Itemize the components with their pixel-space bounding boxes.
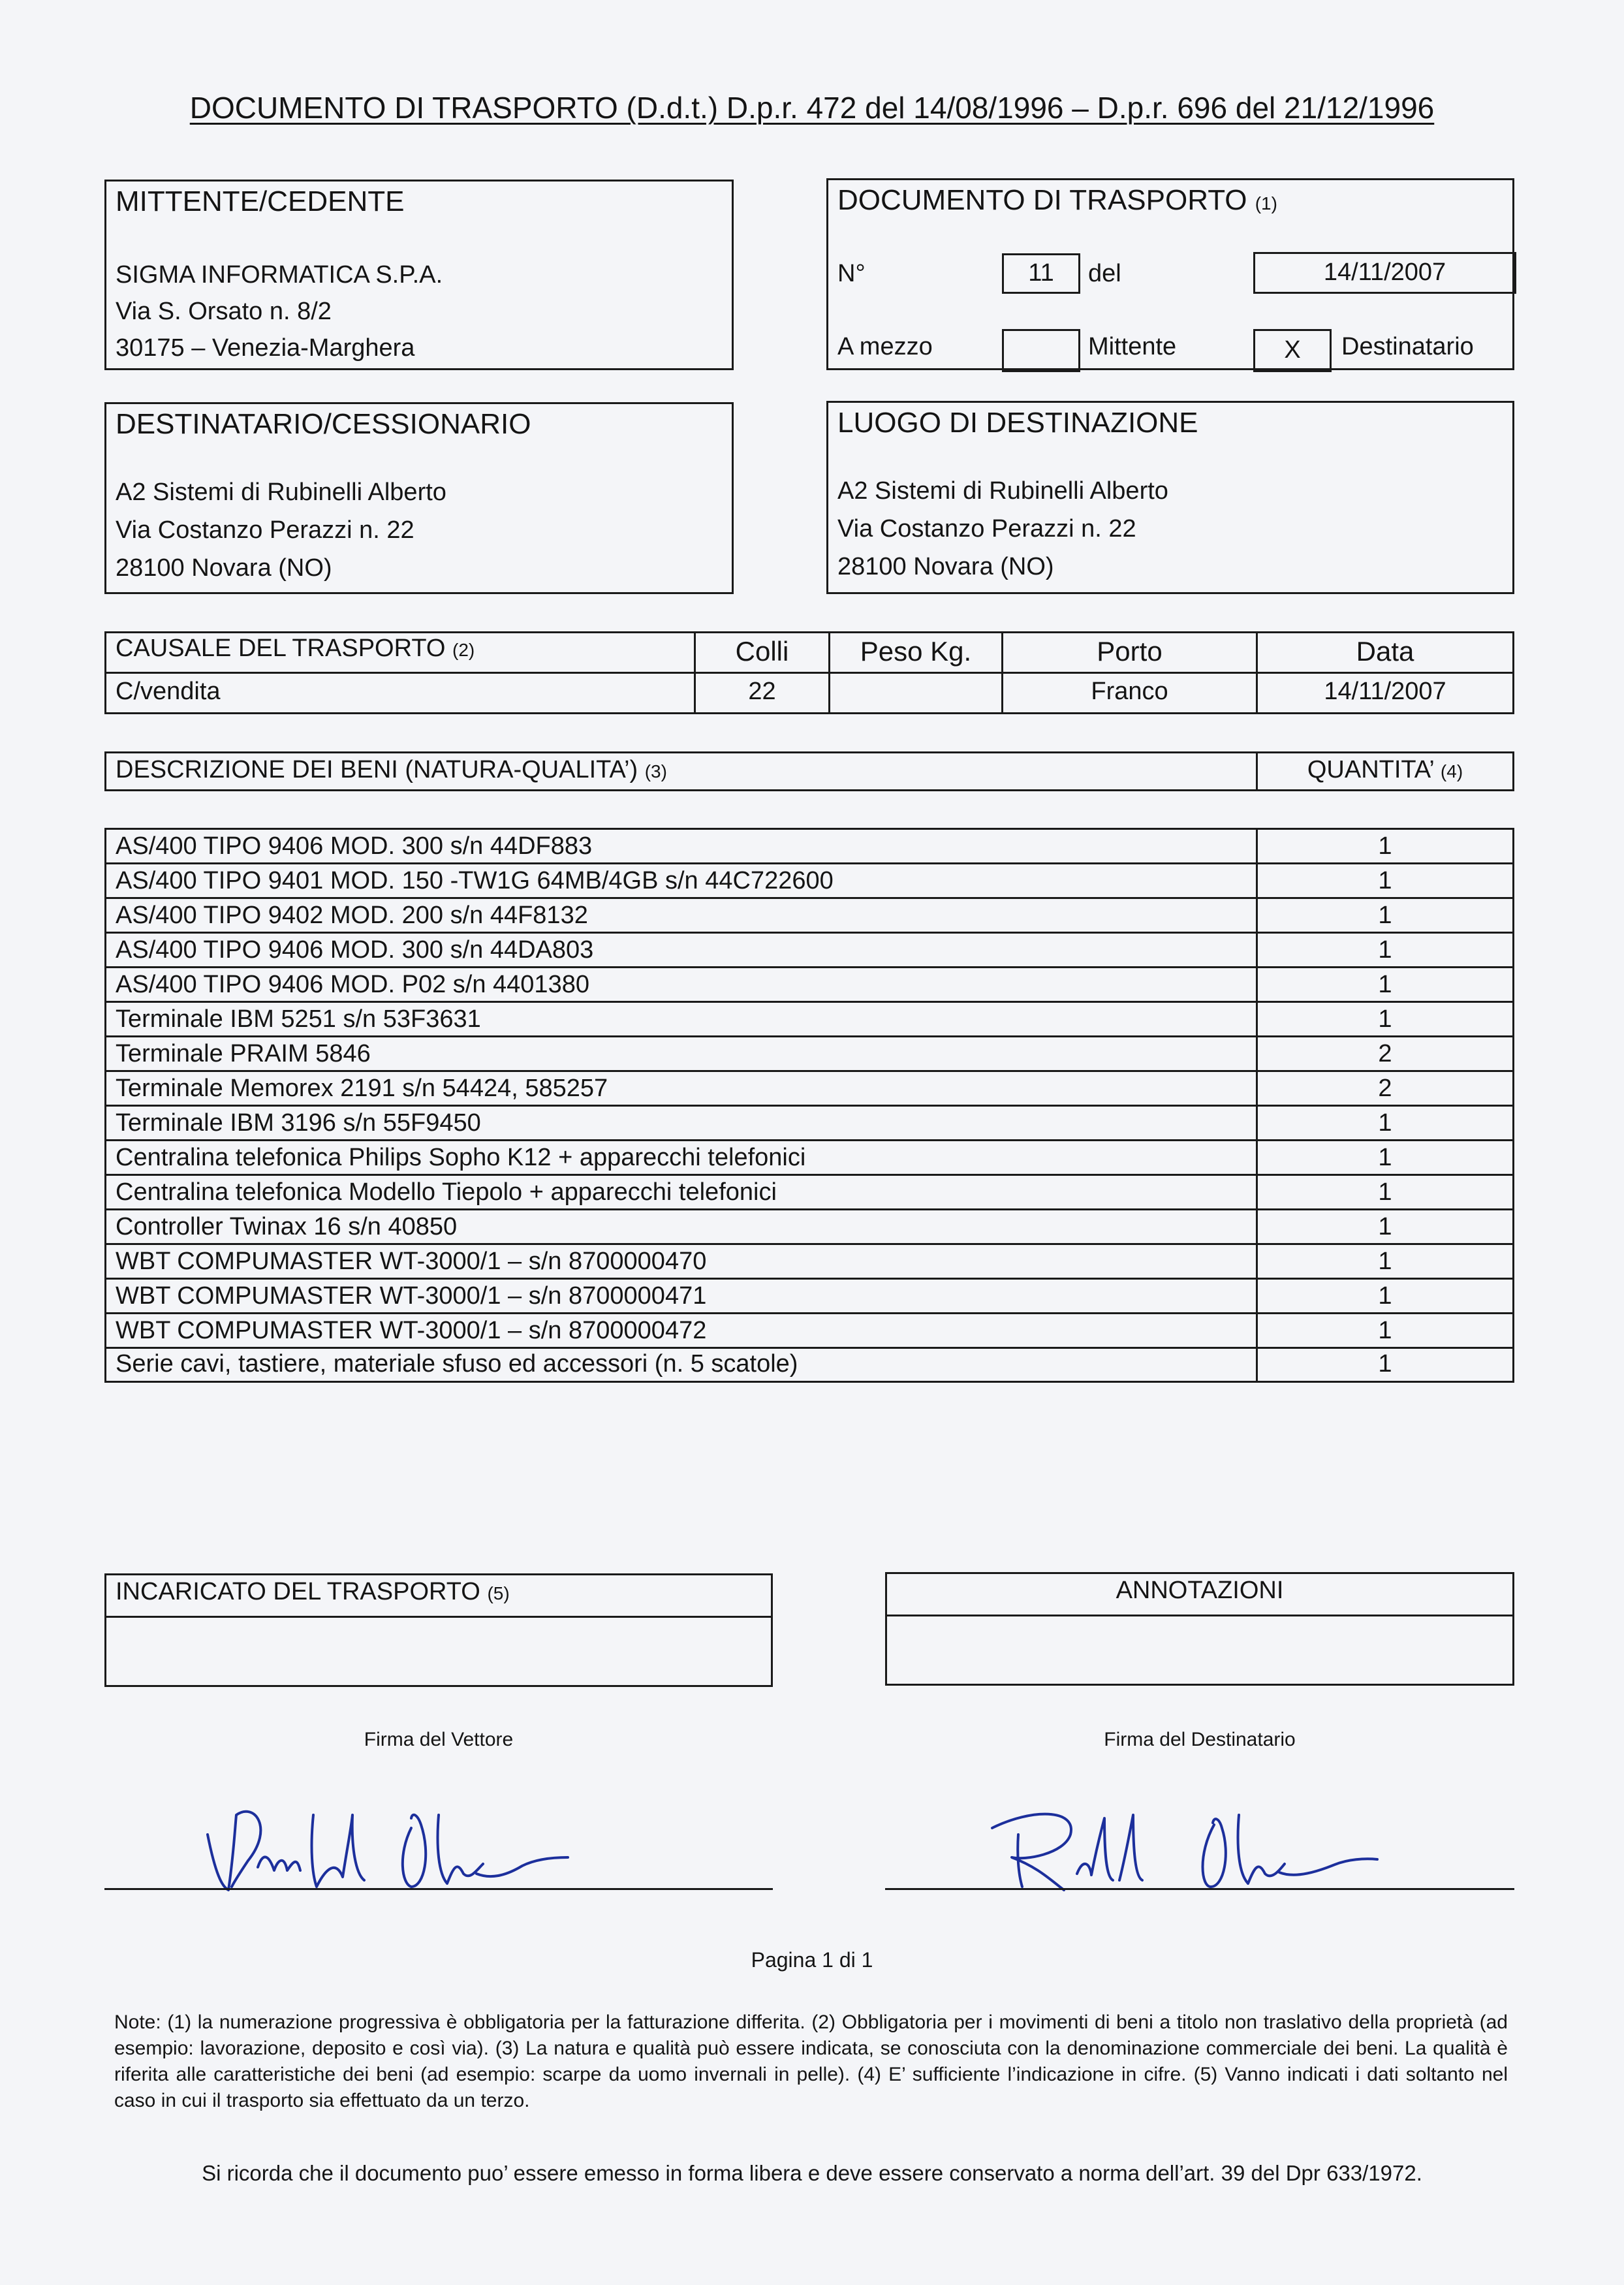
goods-row [106,1176,1512,1210]
goods-row [106,830,1512,864]
data-header: Data [1356,636,1414,667]
goods-row [106,1314,1512,1349]
goods-row [106,864,1512,899]
sender-line-1: SIGMA INFORMATICA S.P.A. [116,261,443,289]
page-number: Pagina 1 di 1 [751,1948,873,1972]
goods-row-desc: WBT COMPUMASTER WT-3000/1 – s/n 8700000472 [116,1317,707,1344]
goods-row [106,1280,1512,1314]
carrier-heading-text: INCARICATO DEL TRASPORTO [116,1578,480,1605]
carrier-signature-label: Firma del Vettore [364,1729,514,1750]
date-value: 14/11/2007 [1323,259,1446,286]
transport-doc-box [826,178,1514,370]
document-title: DOCUMENTO DI TRASPORTO (D.d.t.) D.p.r. 472 del 14/08/1996 – D.p.r. 696 del 21/12/1996 [189,91,1435,125]
goods-row-qty: 1 [1378,1178,1392,1206]
goods-row-qty: 1 [1378,1005,1392,1033]
goods-row-qty: 1 [1378,832,1392,860]
goods-qty-header-text: QUANTITA’ [1307,756,1434,783]
destination-line-3: 28100 Novara (NO) [837,553,1054,580]
goods-desc-header-text: DESCRIZIONE DEI BENI (NATURA-QUALITA’) [116,756,638,783]
destinatario-checkbox [1253,329,1332,372]
goods-qty-header-note: (4) [1440,761,1463,781]
recipient-line-2: Via Costanzo Perazzi n. 22 [116,516,414,544]
destinatario-mark: X [1284,336,1301,364]
causale-header [116,635,475,663]
footnote: Note: (1) la numerazione progressiva è obbligatoria per la fatturazione differita. (2) Obbligatoria per i movimenti di beni a titolo non traslativo della proprietà (ad esempio: lavorazione, deposito e così via). (3) La natura e qualità può essere indicata, se conosciuta con la denominazione commerciale dei beni. La qualità è riferita alle caratteristiche dei beni (ad esempio: scarpe da uomo invernali in pelle). (4) E’ sufficiente l’indicazione in cifre. (5) Vanno indicati i dati soltanto nel caso in cui il trasporto sia effettuato da un terzo. [114,2011,1508,2111]
goods-row-qty: 2 [1378,1040,1392,1067]
carrier-signature-line [104,1888,773,1890]
carrier-heading-note: (5) [487,1583,510,1603]
colli-value: 22 [748,678,776,705]
number-value: 11 [1028,259,1054,287]
mittente-checkbox [1002,329,1080,372]
goods-row-desc: Terminale IBM 3196 s/n 55F9450 [116,1109,481,1137]
goods-row-qty: 1 [1378,902,1392,929]
recipient-signature-label: Firma del Destinatario [1104,1729,1296,1750]
recipient-line-1: A2 Sistemi di Rubinelli Alberto [116,479,446,506]
peso-header: Peso Kg. [860,636,972,667]
goods-row-qty: 1 [1378,1282,1392,1310]
colli-header: Colli [735,636,789,667]
transport-table [104,631,1514,714]
goods-row-qty: 2 [1378,1075,1392,1102]
goods-row-desc: AS/400 TIPO 9401 MOD. 150 -TW1G 64MB/4GB s/n 44C722600 [116,867,834,894]
goods-row-desc: AS/400 TIPO 9406 MOD. P02 s/n 4401380 [116,971,589,998]
goods-row-qty: 1 [1378,1213,1392,1240]
goods-row [106,1037,1512,1072]
causale-value: C/vendita [116,678,221,705]
goods-row-qty: 1 [1378,1317,1392,1344]
date-field [1253,252,1516,294]
goods-row-desc: AS/400 TIPO 9406 MOD. 300 s/n 44DA803 [116,936,594,964]
goods-row-desc: Centralina telefonica Philips Sopho K12 + apparecchi telefonici [116,1144,806,1171]
goods-row-desc: Serie cavi, tastiere, materiale sfuso ed accessori (n. 5 scatole) [116,1350,798,1378]
goods-row-qty: 1 [1378,936,1392,964]
goods-row [106,899,1512,934]
goods-desc-header [116,756,667,784]
goods-row [106,968,1512,1003]
goods-row [106,1349,1512,1381]
causale-header-note: (2) [452,640,475,660]
goods-row-desc: WBT COMPUMASTER WT-3000/1 – s/n 8700000471 [116,1282,707,1310]
means-label: A mezzo [837,333,933,360]
goods-row-desc: WBT COMPUMASTER WT-3000/1 – s/n 8700000470 [116,1248,707,1275]
sender-line-3: 30175 – Venezia-Marghera [116,334,415,362]
recipient-line-3: 28100 Novara (NO) [116,554,332,582]
recipient-box [104,402,734,594]
goods-qty-header [1258,756,1512,784]
carrier-heading [116,1578,510,1606]
date-label: del [1088,260,1121,287]
goods-row-qty: 1 [1378,1248,1392,1275]
goods-row [106,1107,1512,1141]
recipient-signature-line [885,1888,1514,1890]
porto-value: Franco [1091,678,1168,705]
destination-line-1: A2 Sistemi di Rubinelli Alberto [837,477,1168,505]
mittente-label: Mittente [1088,333,1177,360]
porto-header: Porto [1097,636,1163,667]
goods-row-desc: Terminale IBM 5251 s/n 53F3631 [116,1005,481,1033]
goods-rows [106,830,1512,1381]
goods-row-qty: 1 [1378,1350,1392,1378]
sender-line-2: Via S. Orsato n. 8/2 [116,298,332,325]
goods-row [106,1003,1512,1037]
goods-row-desc: Terminale Memorex 2191 s/n 54424, 585257 [116,1075,608,1102]
goods-row-desc: Controller Twinax 16 s/n 40850 [116,1213,458,1240]
goods-header [104,751,1514,791]
goods-row [106,1072,1512,1107]
annotations-box [885,1572,1514,1686]
goods-row [106,934,1512,968]
causale-header-text: CAUSALE DEL TRASPORTO [116,635,446,662]
goods-row-qty: 1 [1378,971,1392,998]
goods-row [106,1210,1512,1245]
goods-table [104,828,1514,1383]
carrier-box [104,1573,773,1687]
transport-doc-heading-text: DOCUMENTO DI TRASPORTO [837,184,1247,216]
goods-row [106,1245,1512,1280]
goods-desc-header-note: (3) [644,761,667,781]
destination-box [826,401,1514,594]
legal-reminder: Si ricorda che il documento puo’ essere emesso in forma libera e deve essere conservato a norma dell’art. 39 del Dpr 633/1972. [202,2161,1422,2185]
destination-line-2: Via Costanzo Perazzi n. 22 [837,515,1136,543]
recipient-heading: DESTINATARIO/CESSIONARIO [116,408,531,440]
goods-row-desc: AS/400 TIPO 9402 MOD. 200 s/n 44F8132 [116,902,588,929]
sender-heading: MITTENTE/CEDENTE [116,185,405,217]
transport-doc-heading-note: (1) [1255,193,1277,213]
goods-row-qty: 1 [1378,867,1392,894]
goods-row-desc: Terminale PRAIM 5846 [116,1040,371,1067]
transport-doc-heading [837,184,1277,217]
annotations-heading: ANNOTAZIONI [1116,1577,1284,1604]
goods-row [106,1141,1512,1176]
goods-row-qty: 1 [1378,1144,1392,1171]
goods-row-qty: 1 [1378,1109,1392,1137]
goods-row-desc: Centralina telefonica Modello Tiepolo + apparecchi telefonici [116,1178,777,1206]
goods-row-desc: AS/400 TIPO 9406 MOD. 300 s/n 44DF883 [116,832,593,860]
number-field [1002,253,1080,294]
data-value: 14/11/2007 [1324,678,1446,705]
destination-heading: LUOGO DI DESTINAZIONE [837,407,1198,439]
destinatario-label: Destinatario [1341,333,1474,360]
sender-box [104,180,734,370]
number-label: N° [837,260,866,287]
